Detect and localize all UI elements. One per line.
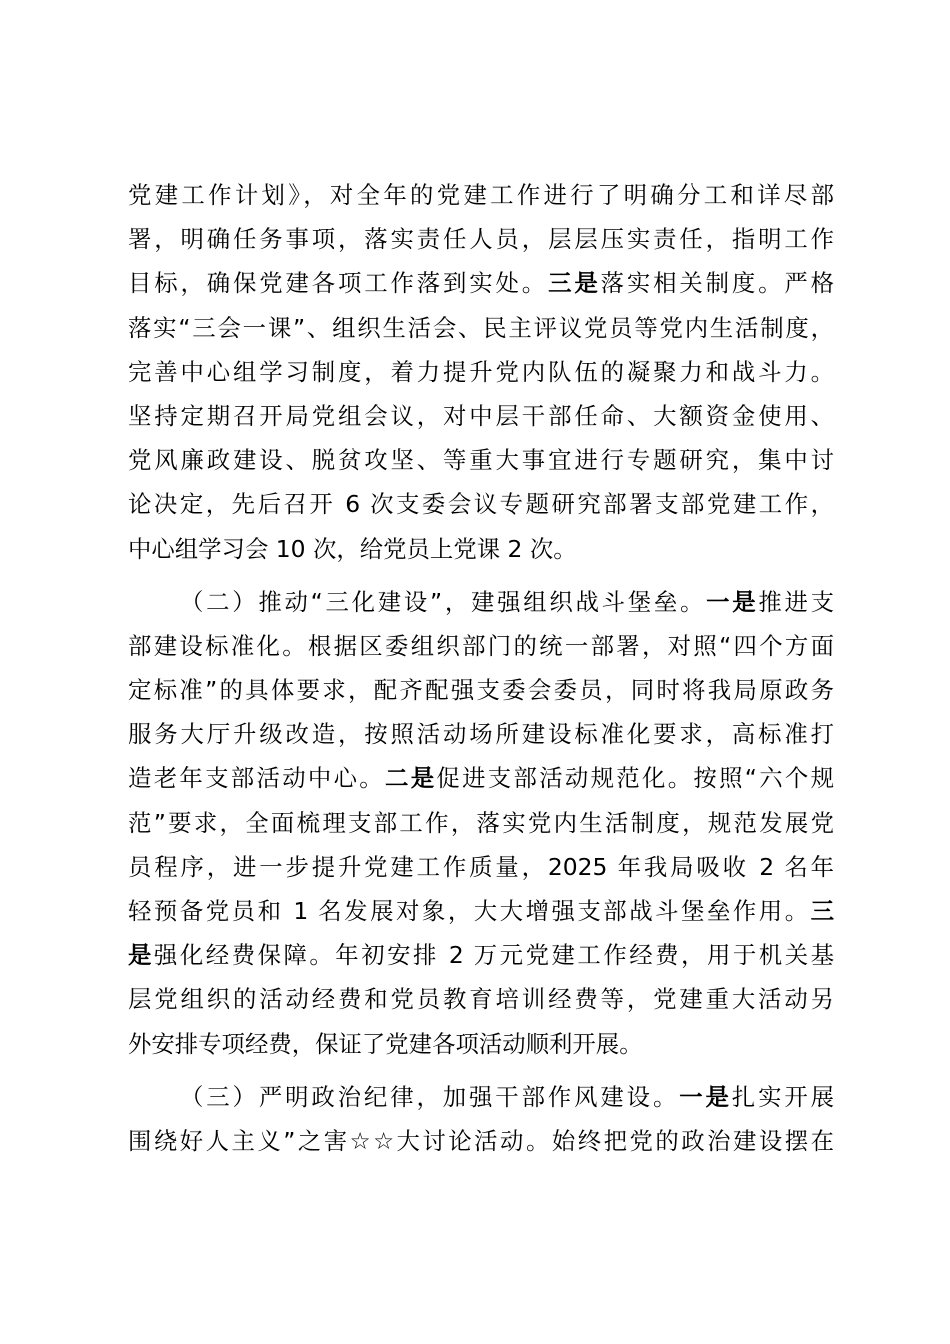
text-line <box>128 756 834 800</box>
document-body <box>128 173 834 1163</box>
paragraph-three-modernization <box>128 580 834 1066</box>
text-line <box>128 438 834 482</box>
text-segment: （二）推动“三化建设”，建强组织战斗堡垒。 <box>180 587 707 616</box>
text-segment: （三）严明政治纪律，加强干部作风建设。 <box>180 1082 680 1111</box>
text-line <box>128 173 834 217</box>
text-segment: 推进支 <box>758 587 835 616</box>
text-line <box>128 1119 834 1163</box>
text-segment: 落实“三会一课”、组织生活会、民主评议党员等党内生活制度， <box>128 313 834 342</box>
text-line <box>128 668 834 712</box>
text-segment: 落实相关制度。严格 <box>600 269 835 298</box>
emphasis-text: 一是 <box>679 1082 732 1111</box>
text-segment: 造老年支部活动中心。 <box>128 764 385 793</box>
emphasis-text: 一是 <box>706 587 759 616</box>
text-line <box>128 624 834 668</box>
text-segment: 中心组学习会 10 次，给党员上党课 2 次。 <box>128 534 577 563</box>
text-segment: 坚持定期召开局党组会议，对中层干部任命、大额资金使用、 <box>128 401 834 430</box>
text-line <box>128 527 834 571</box>
text-line <box>128 580 834 624</box>
text-line <box>128 712 834 756</box>
paragraph-political-discipline <box>128 1075 834 1163</box>
text-segment: 层党组织的活动经费和党员教育培训经费等，党建重大活动另 <box>128 985 834 1014</box>
text-segment: 署，明确任务事项，落实责任人员，层层压实责任，指明工作 <box>128 225 834 254</box>
text-segment: 论决定，先后召开 6 次支委会议专题研究部署支部党建工作， <box>128 490 834 519</box>
text-line <box>128 350 834 394</box>
text-segment: 部建设标准化。根据区委组织部门的统一部署，对照“四个方面 <box>128 631 834 660</box>
text-segment: 扎实开展 <box>731 1082 835 1111</box>
text-line <box>128 933 834 977</box>
text-line <box>128 482 834 526</box>
emphasis-text: 三 <box>810 897 834 925</box>
text-segment: 范”要求，全面梳理支部工作，落实党内生活制度，规范发展党 <box>128 808 834 837</box>
text-segment: 党建工作计划》，对全年的党建工作进行了明确分工和详尽部 <box>128 181 834 209</box>
text-line <box>128 977 834 1021</box>
text-line <box>128 217 834 261</box>
text-segment: 党风廉政建设、脱贫攻坚、等重大事宜进行专题研究，集中讨 <box>128 446 834 475</box>
text-segment: 定标准”的具体要求，配齐配强支委会委员，同时将我局原政务 <box>128 676 834 705</box>
text-line <box>128 1022 834 1066</box>
text-segment: 服务大厅升级改造，按照活动场所建设标准化要求，高标准打 <box>128 720 834 749</box>
text-segment: 促进支部活动规范化。按照“六个规 <box>436 764 835 793</box>
emphasis-text: 是 <box>128 941 154 970</box>
paragraph-party-building-plan <box>128 173 834 571</box>
text-line <box>128 889 834 933</box>
text-segment: 围绕好人主义”之害☆☆大讨论活动。始终把党的政治建设摆在 <box>128 1126 834 1155</box>
text-line <box>128 845 834 889</box>
emphasis-text: 二是 <box>385 764 437 793</box>
text-segment: 外安排专项经费，保证了党建各项活动顺利开展。 <box>128 1029 643 1058</box>
text-line <box>128 1075 834 1119</box>
text-segment: 目标，确保党建各项工作落到实处。 <box>128 269 549 298</box>
text-line <box>128 394 834 438</box>
text-segment: 完善中心组学习制度，着力提升党内队伍的凝聚力和战斗力。 <box>128 357 834 386</box>
text-segment: 员程序，进一步提升党建工作质量，2025 年我局吸收 2 名年 <box>128 852 834 881</box>
text-line <box>128 801 834 845</box>
text-segment: 强化经费保障。年初安排 2 万元党建工作经费，用于机关基 <box>153 941 835 970</box>
text-line <box>128 306 834 350</box>
text-line <box>128 261 834 305</box>
text-segment: 轻预备党员和 1 名发展对象，大大增强支部战斗堡垒作用。 <box>128 897 811 925</box>
emphasis-text: 三是 <box>548 269 601 298</box>
